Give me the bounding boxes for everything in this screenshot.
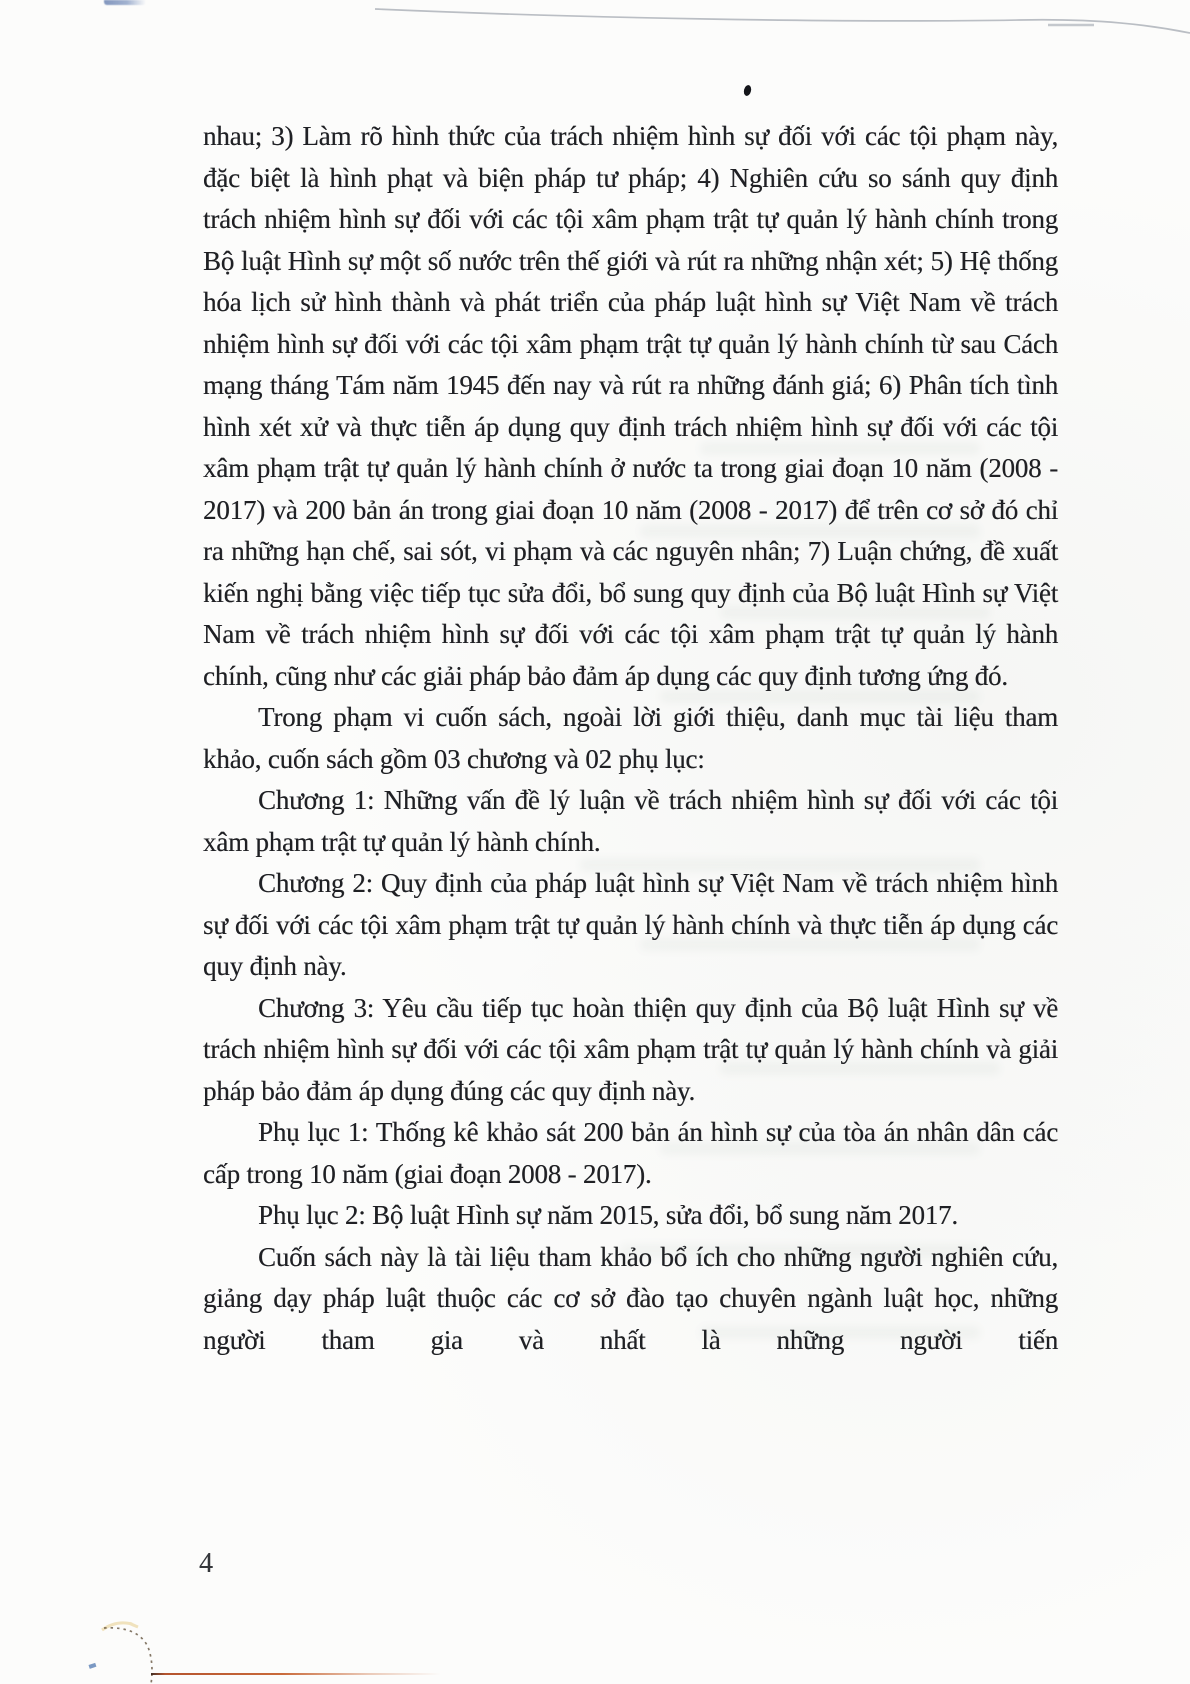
paragraph-chapter-1: Chương 1: Những vấn đề lý luận về trách nhiệm hình sự đối với các tội xâm phạm trật tự quản lý hành chính. (203, 785, 1058, 857)
paragraph-appendix-2: Phụ lục 2: Bộ luật Hình sự năm 2015, sửa đổi, bổ sung năm 2017. (258, 1200, 958, 1230)
ink-dot-artifact (743, 84, 752, 96)
paragraph-book-structure: Trong phạm vi cuốn sách, ngoài lời giới thiệu, danh mục tài liệu tham khảo, cuốn sách gồm 03 chương và 02 phụ lục: (203, 702, 1058, 774)
page-number: 4 (199, 1548, 213, 1579)
paragraph-audience-continues: Cuốn sách này là tài liệu tham khảo bổ ích cho những người nghiên cứu, giảng dạy pháp luật thuộc các cơ sở đào tạo chuyên ngành luật học, những người tham gia và nhất là những người tiến (203, 1241, 1058, 1355)
scan-red-line-artifact (151, 1673, 441, 1675)
paragraph-chapter-2: Chương 2: Quy định của pháp luật hình sự Việt Nam về trách nhiệm hình sự đối với các tội xâm phạm trật tự quản lý hành chính và thực tiễn áp dụng các quy định này. (203, 868, 1058, 981)
scan-edge-line-artifact (0, 0, 1190, 70)
paragraph-chapter-3: Chương 3: Yêu cầu tiếp tục hoàn thiện quy định của Bộ luật Hình sự về trách nhiệm hình sự đối với các tội xâm phạm trật tự quản lý hành chính và giải pháp bảo đảm áp dụng đúng các quy định này. (203, 992, 1058, 1106)
paragraph-appendix-1: Phụ lục 1: Thống kê khảo sát 200 bản án hình sự của tòa án nhân dân các cấp trong 10 năm (giai đoạn 2008 - 2017). (203, 1117, 1058, 1189)
blue-ink-smudge-artifact (104, 0, 146, 5)
body-text (203, 116, 1058, 1361)
paragraph-objectives-continuation: nhau; 3) Làm rõ hình thức của trách nhiệm hình sự đối với các tội phạm này, đặc biệt là hình phạt và biện pháp tư pháp; 4) Nghiên cứu so sánh quy định trách nhiệm hình sự đối với các tội xâm phạm trật tự quản lý hành chính trong Bộ luật Hình sự một số nước trên thế giới và rút ra những nhận xét; 5) Hệ thống hóa lịch sử hình thành và phát triển của pháp luật hình sự Việt Nam về trách nhiệm hình sự đối với các tội xâm phạm trật tự quản lý hành chính từ sau Cách mạng tháng Tám năm 1945 đến nay và rút ra những đánh giá; 6) Phân tích tình hình xét xử và thực tiễn áp dụng quy định trách nhiệm hình sự đối với các tội xâm phạm trật tự quản lý hành chính ở nước ta trong giai đoạn 10 năm (2008 - 2017) và 200 bản án trong giai đoạn 10 năm (2008 - 2017) để trên cơ sở đó chỉ ra những hạn chế, sai sót, vi phạm và các nguyên nhân; 7) Luận chứng, đề xuất kiến nghị bằng việc tiếp tục sửa đổi, bổ sung quy định của Bộ luật Hình sự Việt Nam về trách nhiệm hình sự đối với các tội xâm phạm trật tự quản lý hành chính, cũng như các giải pháp bảo đảm áp dụng các quy định tương ứng đó. (203, 121, 1058, 691)
